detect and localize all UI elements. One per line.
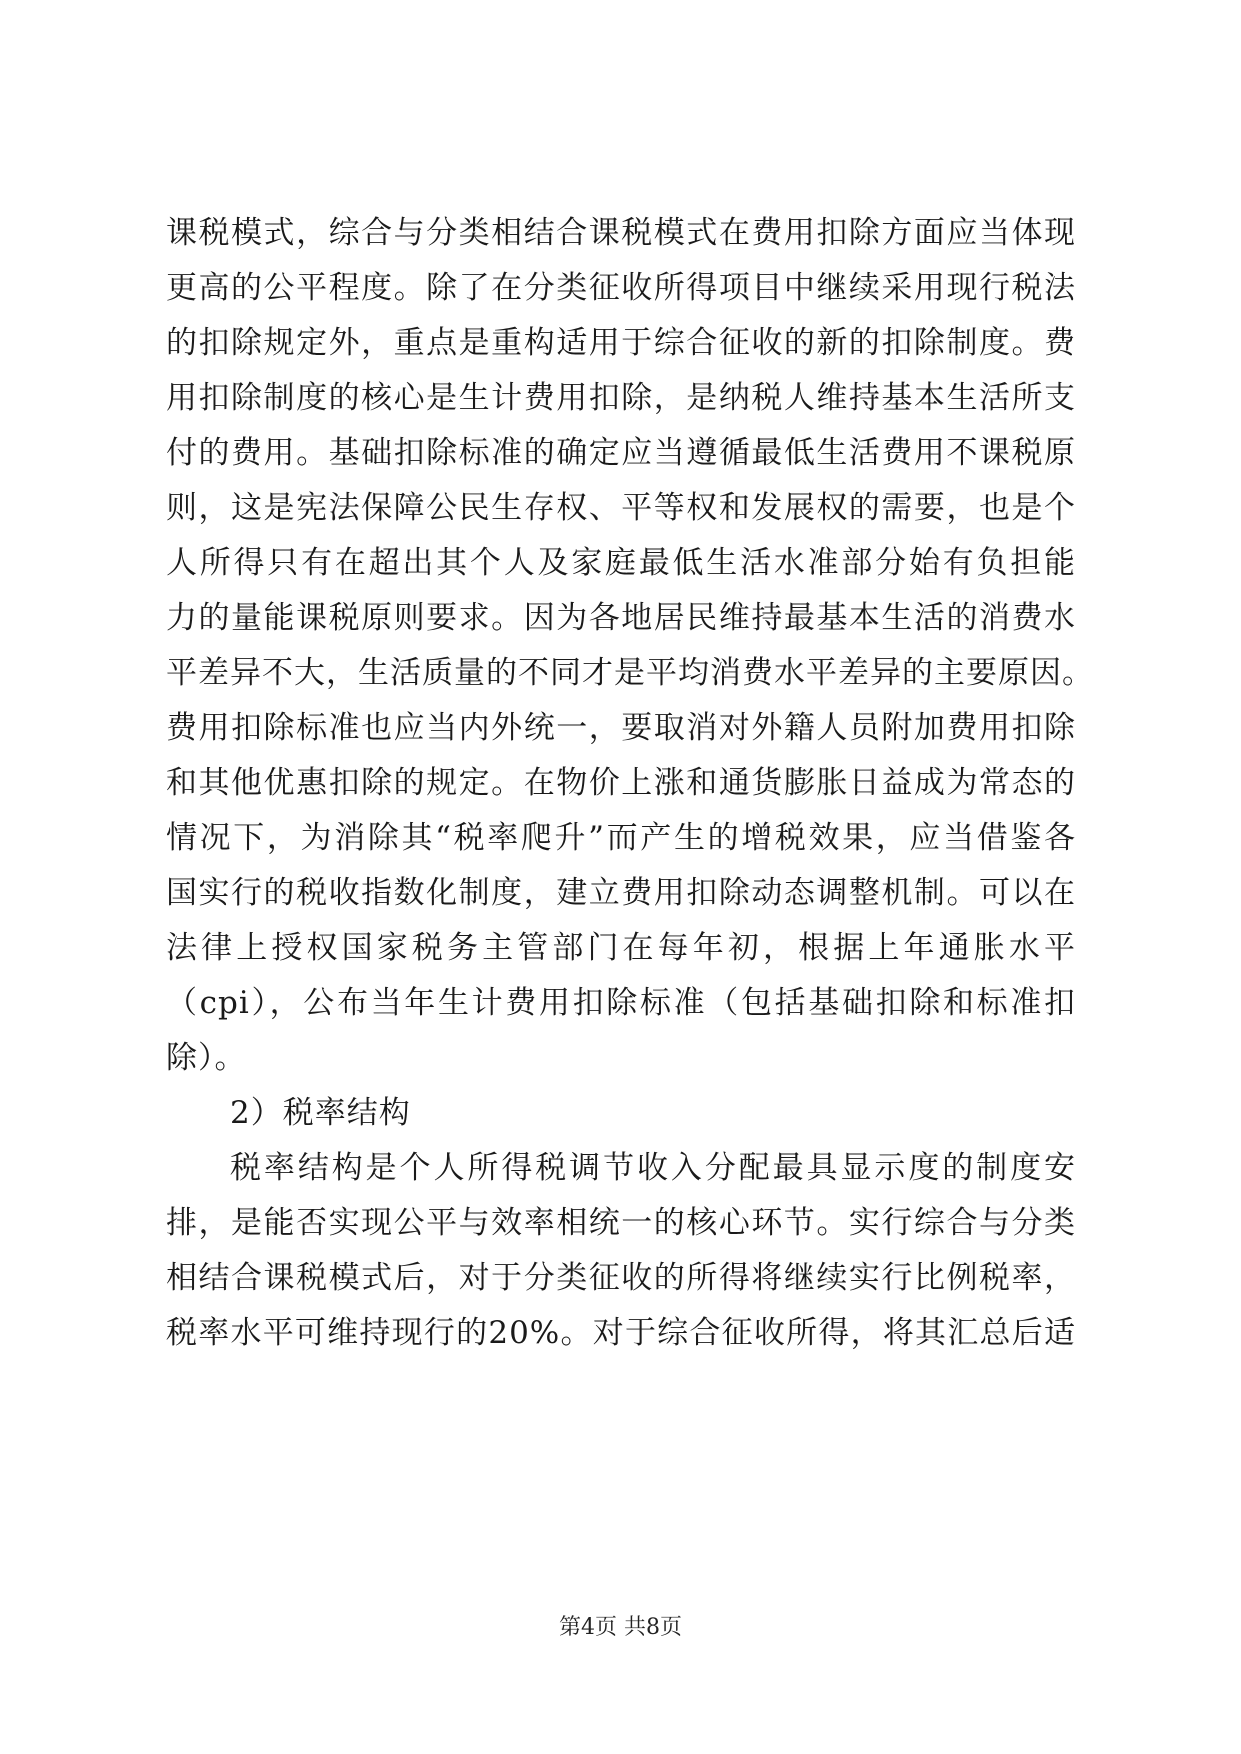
text-line: 排，是能否实现公平与效率相统一的核心环节。实行综合与分类	[166, 1205, 1076, 1241]
text-line: 费用扣除标准也应当内外统一，要取消对外籍人员附加费用扣除	[166, 710, 1076, 746]
text-line: 和其他优惠扣除的规定。在物价上涨和通货膨胀日益成为常态的	[166, 765, 1076, 801]
text-line: 法律上授权国家税务主管部门在每年初，根据上年通胀水平	[166, 930, 1076, 966]
text-line: 付的费用。基础扣除标准的确定应当遵循最低生活费用不课税原	[166, 435, 1076, 471]
text-line: 课税模式，综合与分类相结合课税模式在费用扣除方面应当体现	[166, 215, 1076, 251]
text-line: 则，这是宪法保障公民生存权、平等权和发展权的需要，也是个	[166, 490, 1076, 526]
text-line: 力的量能课税原则要求。因为各地居民维持最基本生活的消费水	[166, 600, 1076, 636]
text-line: 税率水平可维持现行的20%。对于综合征收所得，将其汇总后适	[166, 1315, 1076, 1351]
text-line: 更高的公平程度。除了在分类征收所得项目中继续采用现行税法	[166, 270, 1076, 306]
paragraph-first-line: 税率结构是个人所得税调节收入分配最具显示度的制度安	[230, 1150, 1076, 1186]
text-line: 人所得只有在超出其个人及家庭最低生活水准部分始有负担能	[166, 545, 1076, 581]
page-number-footer: 第4页 共8页	[559, 1615, 682, 1640]
text-line: 情况下，为消除其“税率爬升”而产生的增税效果，应当借鉴各	[166, 820, 1076, 856]
section-heading: 2）税率结构	[230, 1095, 411, 1131]
text-line: 平差异不大，生活质量的不同才是平均消费水平差异的主要原因。	[166, 655, 1094, 691]
text-line: 用扣除制度的核心是生计费用扣除，是纳税人维持基本生活所支	[166, 380, 1076, 416]
text-line: （cpi），公布当年生计费用扣除标准（包括基础扣除和标准扣	[166, 985, 1076, 1021]
text-line: 国实行的税收指数化制度，建立费用扣除动态调整机制。可以在	[166, 875, 1076, 911]
text-line: 除）。	[166, 1040, 247, 1076]
text-line: 相结合课税模式后，对于分类征收的所得将继续实行比例税率，	[166, 1260, 1076, 1296]
text-line: 的扣除规定外，重点是重构适用于综合征收的新的扣除制度。费	[166, 325, 1076, 361]
